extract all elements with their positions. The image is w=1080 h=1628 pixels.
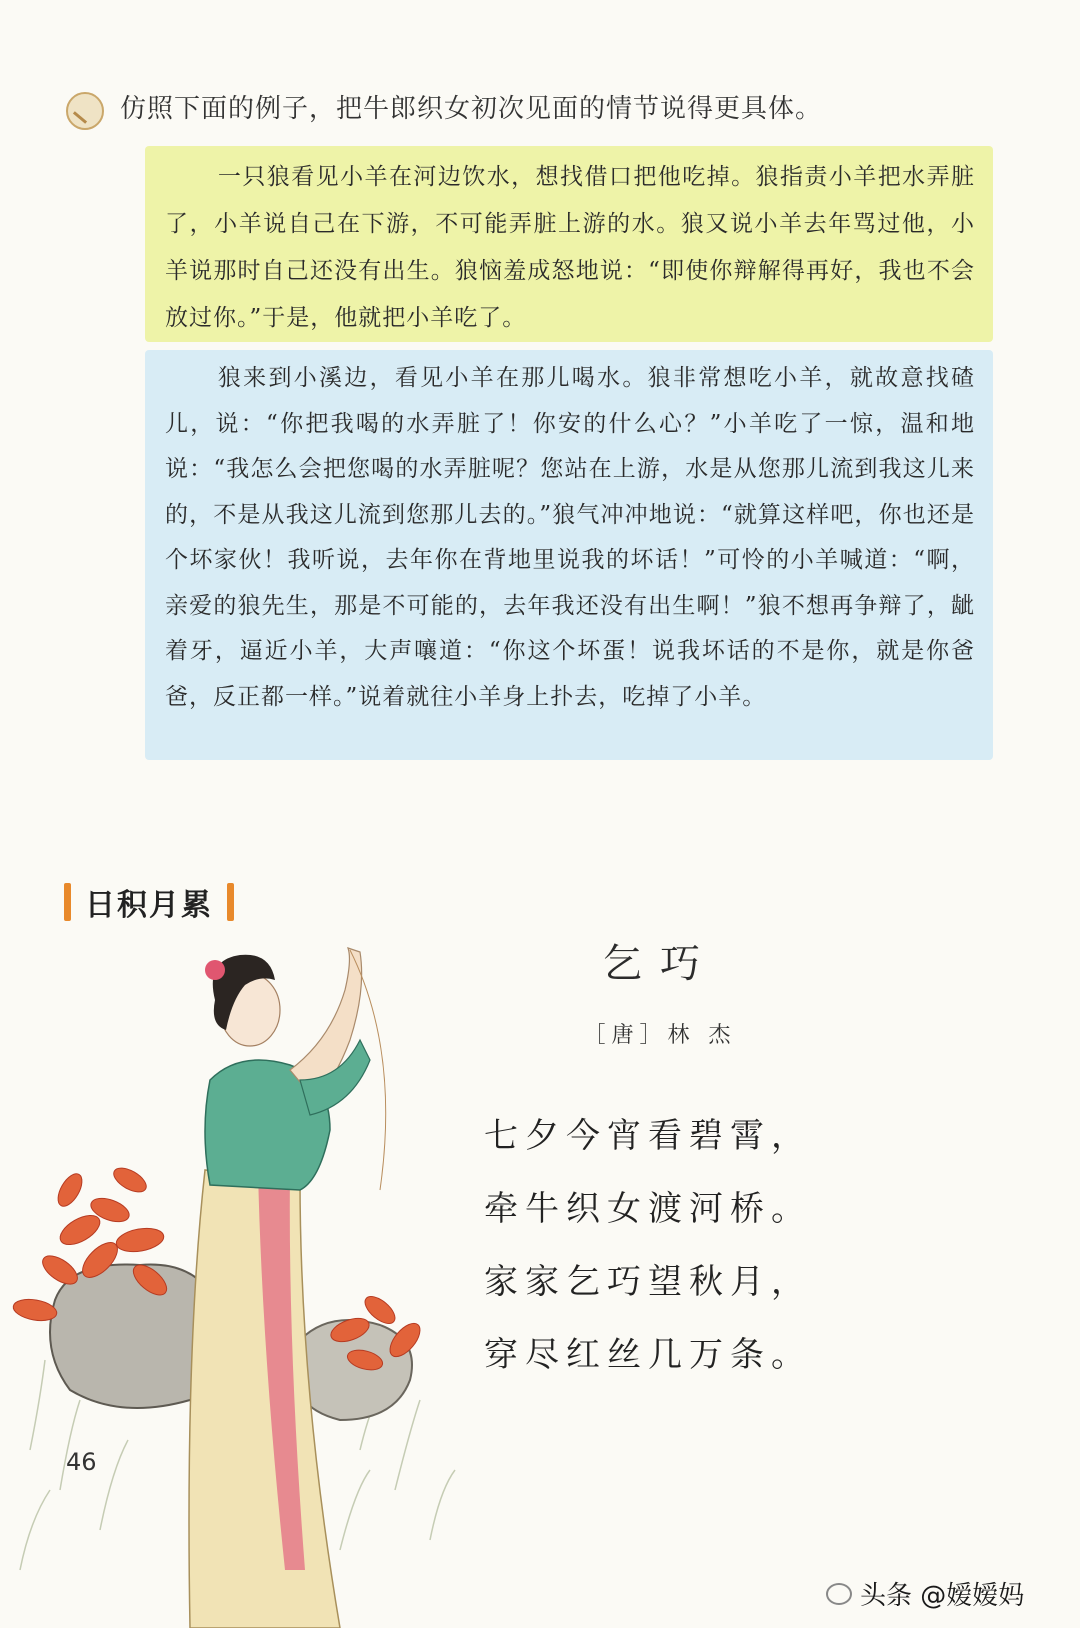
poem-line: 穿尽红丝几万条。 — [484, 1335, 812, 1375]
watermark — [826, 1575, 1024, 1612]
watermark-text: 头条 @嫒嫒妈 — [860, 1581, 1025, 1611]
section-header — [64, 880, 234, 924]
story-box — [145, 350, 993, 760]
watermark-icon — [826, 1583, 852, 1605]
section-title: 日积月累 — [85, 888, 213, 923]
story-paragraph: 狼来到小溪边，看见小羊在那儿喝水。狼非常想吃小羊，就故意找碴儿，说：“你把我喝的水弄脏了！你安的什么心？”小羊吃了一惊，温和地说：“我怎么会把您喝的水弄脏呢？您站在上游，水是从您那儿流到我这儿来的，不是从我这儿流到您那儿去的。”狼气冲冲地说：“就算这样吧，你也还是个坏家伙！我听说，去年你在背地里说我的坏话！”可怜的小羊喊道：“啊，亲爱的狼先生，那是不可能的，去年我还没有出生啊！”狼不想再争辩了，龇着牙，逼近小羊，大声嚷道：“你这个坏蛋！说我坏话的不是你，就是你爸爸，反正都一样。”说着就往小羊身上扑去，吃掉了小羊。 — [165, 365, 975, 710]
poem-author: ［唐］林 杰 — [583, 1023, 737, 1048]
magnifier-icon — [66, 92, 104, 130]
poem-title: 乞巧 — [602, 941, 718, 987]
weaver-girl-illustration — [0, 930, 470, 1628]
poem-line: 牵牛织女渡河桥。 — [484, 1189, 812, 1229]
section-bar-right — [227, 883, 234, 921]
page-number: 46 — [66, 1448, 97, 1476]
section-bar-left — [64, 883, 71, 921]
lady-figure — [189, 948, 386, 1628]
poem-line: 家家乞巧望秋月， — [484, 1262, 812, 1302]
poem-line: 七夕今宵看碧霄， — [484, 1116, 812, 1156]
activity-instruction: 仿照下面的例子，把牛郎织女初次见面的情节说得更具体。 — [120, 94, 823, 124]
poem-body — [484, 1100, 812, 1392]
example-box — [145, 146, 993, 342]
example-paragraph: 一只狼看见小羊在河边饮水，想找借口把他吃掉。狼指责小羊把水弄脏了，小羊说自己在下游，不可能弄脏上游的水。狼又说小羊去年骂过他，小羊说那时自己还没有出生。狼恼羞成怒地说：“即使你辩解得再好，我也不会放过你。”于是，他就把小羊吃了。 — [165, 164, 975, 331]
